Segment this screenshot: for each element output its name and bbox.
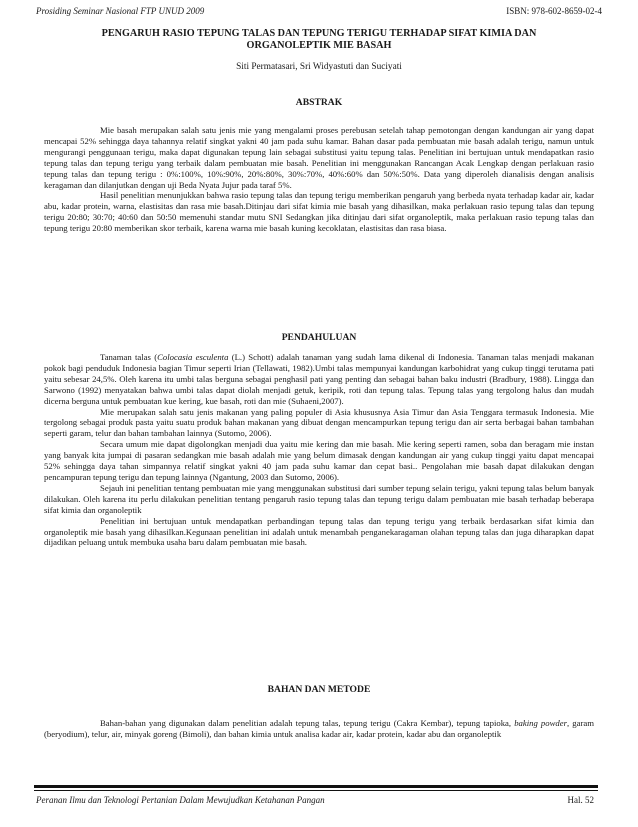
baking-powder-term: baking powder: [514, 718, 567, 728]
species-name: Colocasia esculenta: [157, 352, 229, 362]
journal-name: Prosiding Seminar Nasional FTP UNUD 2009: [36, 6, 205, 16]
abstract-heading: ABSTRAK: [295, 97, 343, 108]
intro-body: [44, 352, 594, 548]
methods-paragraph: Bahan-bahan yang digunakan dalam penelitian adalah tepung talas, tepung terigu (Cakra Kembar), tepung tapioka, baking powder, garam (beryodium), telur, air, minyak goreng (Bimoli), dan bahan kimia untuk analisa kadar air, kadar protein, kadar abu dan organoleptik: [44, 718, 594, 739]
authors: Siti Permatasari, Sri Widyastuti dan Suciyati: [236, 62, 402, 72]
intro-paragraph: Penelitian ini bertujuan untuk mendapatkan perbandingan tepung talas dan tepung terigu yang terbaik berdasarkan sifat kimia dan organoleptik mie basah yang dihasilkan.Kegunaan penelitian ini adalah untuk menambah penganekaragaman olahan tepung talas dan juga diharapkan dapat dijadikan peluang untuk membuka usaha baru dalam pembuatan mie basah.: [44, 515, 594, 548]
intro-paragraph: Sejauh ini penelitian tentang pembuatan mie yang menggunakan substitusi dari sumber tepung selain terigu, yakni tepung talas belum banyak dilakukan. Oleh karena itu perlu dilakukan penelitian tentang pengaruh rasio tepung talas dan tepung terigu dalam pembuatan mie basah terhadap beberapa sifat kimia dan organoleptik: [44, 482, 594, 515]
abstract-paragraph: Hasil penelitian menunjukkan bahwa rasio tepung talas dan tepung terigu memberikan pengaruh yang berbeda nyata terhadap kadar air, kadar abu, kadar protein, warna, elastisitas dan rasa mie basah.Ditinjau dari sifat kimia mie basah yang dihasilkan, maka perlakuan rasio tepung talas dan tepung terigu 20:80; 30:70; 40:60 dan 50:50 memenuhi standar mutu SNI Sedangkan jika ditinjau dari sifat organoleptik, maka perlakuan rasio tepung talas dan tepung terigu 20:80 memberikan skor terbaik, karena warna mie basah kuning kecoklatan, elastisitas dan rasa biasa.: [44, 190, 594, 234]
intro-heading: PENDAHULUAN: [281, 332, 357, 343]
footer-rule-thin: [34, 790, 598, 791]
abstract-body: [44, 125, 594, 234]
methods-body: [44, 718, 594, 740]
intro-paragraph: Mie merupakan salah satu jenis makanan yang paling populer di Asia khususnya Asia Timur dan Asia Tenggara termasuk Indonesia. Mie tergolong sebagai produk pasta yaitu suatu produk bahan makanan yang dibuat dengan mencampurkan tepung terigu dan air serta berbagai bahan tambahan seperti garam, telur dan bahan tambahan lainnya (Sutomo, 2006).: [44, 406, 594, 439]
intro-paragraph: Secara umum mie dapat digolongkan menjadi dua yaitu mie kering dan mie basah. Mie kering seperti ramen, soba dan beragam mie instan yang banyak kita jumpai di pasaran sedangkan mie basah adalah mie yang belum dimasak dengan kandungan air yang cukup tinggi yaitu dapat mencapai 52% sehingga daya tahan simpannya relatif singkat yakni 40 jam pada suhu kamar dan cepat basi.. Pengolahan mie basah dapat dilakukan dengan pencampuran tepung terigu dan tepung lainnya (Ngantung, 2003 dan Sutomo, 2006).: [44, 439, 594, 482]
paper-title: PENGARUH RASIO TEPUNG TALAS DAN TEPUNG TERIGU TERHADAP SIFAT KIMIA DAN ORGANOLEPTIK MIE BASAH: [101, 28, 537, 51]
intro-paragraph: Tanaman talas (Colocasia esculenta (L.) Schott) adalah tanaman yang sudah lama dikenal di Indonesia. Tanaman talas menjadi makanan pokok bagi penduduk Indonesia bagian Timur seperti Irian (Tellawati, 1982).Umbi talas mempunyai kandungan karbohidrat yang cukup tinggi terutama pati yaitu sebesar 24,5%. Oleh karena itu umbi talas berguna sebagai penghasil pati yang penting dan sebagai bahan baku industri (Bradbury, 1988). Lingga dan Sarwono (1992) menyatakan bahwa umbi talas dapat diolah menjadi getuk, keripik, roti dan tepung talas. Tepung talas yang tergolong halus dan mudah dicerna berguna untuk pembuatan kue kering, kue basah, roti dan mie (Suhaeni,2007).: [44, 352, 594, 406]
abstract-paragraph: Mie basah merupakan salah satu jenis mie yang mengalami proses perebusan setelah tahap pemotongan dengan kandungan air yang dapat mencapai 52% sehingga daya tahannya relatif singkat yakni 40 jam pada suhu kamar. Bahan dasar pada pembuatan mie basah adalah terigu, namun untuk mengurangi penggunaan terigu, maka dapat digunakan tepung lain sebagai substitusi yaitu tepung talas. Penelitian ini bertujuan untuk mendapatkan rasio tepung talas dan tepung terigu yang terbaik dalam pembuatan mie basah. Penelitian ini menggunakan Rancangan Acak Lengkap dengan perlakuan rasio tepung talas dan tepung terigu : 0%:100%, 10%:90%, 20%:80%, 30%:70%, 40%:60% dan 50%:50%. Data yang diperoleh dianalisis dengan analisis keragaman dan dilanjutkan dengan uji Beda Nyata Jujur pada taraf 5%.: [44, 125, 594, 190]
running-header: [36, 4, 602, 18]
running-footer: [36, 793, 594, 807]
methods-heading: BAHAN DAN METODE: [267, 684, 371, 695]
page-number: Hal. 52: [567, 795, 594, 805]
isbn: ISBN: 978-602-8659-02-4: [506, 6, 602, 16]
footer-rule: [34, 785, 598, 788]
footer-text: Peranan Ilmu dan Teknologi Pertanian Dalam Mewujudkan Ketahanan Pangan: [36, 795, 325, 805]
